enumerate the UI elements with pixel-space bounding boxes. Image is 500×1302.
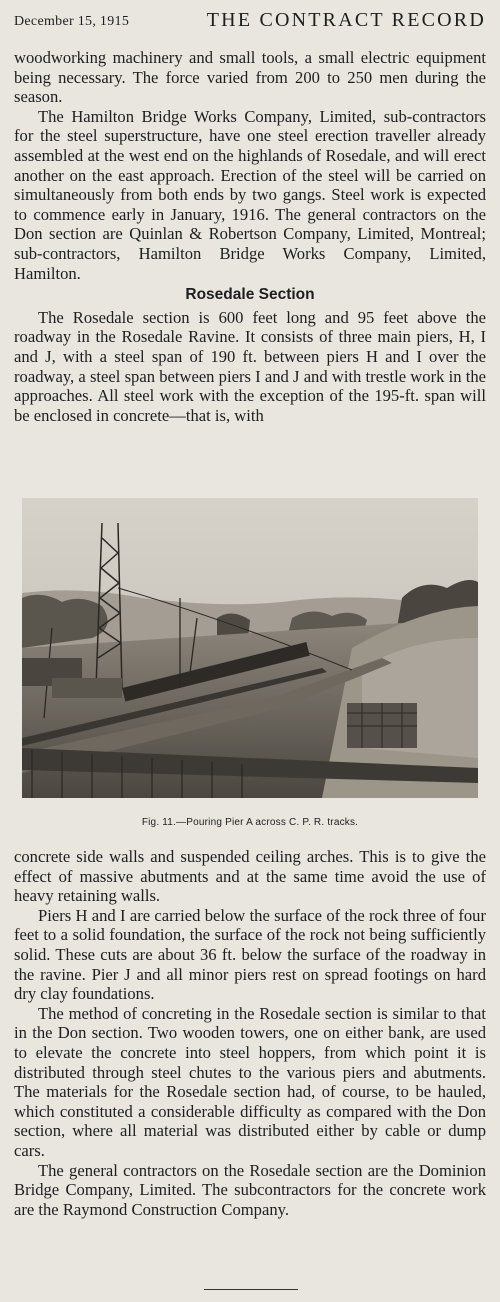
paragraph-hamilton: The Hamilton Bridge Works Company, Limited, sub-contractors for the steel superstructure, have one steel erection traveller already assembled at the west end on the highlands of Rosedale, and will erect another on the east approach. Erection of the steel will be carried on simultaneously from both ends by two gangs. Steel work is expected to commence early in January, 1916. The general contractors on the Don section are Quinlan & Robertson Company, Limited, Montreal; sub-contractors, Hamilton Bridge Works Company, Limited, Hamilton. (14, 106, 486, 283)
page-header (14, 8, 486, 34)
figure-caption: Fig. 11.—Pouring Pier A across C. P. R. tracks. (141, 817, 359, 828)
article-text-top (14, 48, 486, 425)
paragraph-contractors: The general contractors on the Rosedale section are the Dominion Bridge Company, Limited. The subcontractors for the concrete work are the Raymond Construction Company. (14, 1160, 486, 1219)
paragraph-continued: woodworking machinery and small tools, a small electric equipment being necessary. The force varied from 200 to 250 men during the season. (14, 48, 486, 107)
journal-title: THE CONTRACT RECORD (206, 9, 486, 31)
photo-illustration (22, 498, 478, 798)
article-text-bottom (14, 847, 486, 1219)
section-heading: Rosedale Section (185, 286, 315, 304)
end-rule (204, 1289, 298, 1290)
paragraph-piers: Piers H and I are carried below the surface of the rock three of four feet to a solid foundation, the surface of the rock not being sufficiently solid. These cuts are about 36 ft. below the surface of the roadway in the ravine. Pier J and all minor piers rest on spread footings on hard dry clay foundations. (14, 905, 486, 1004)
issue-date: December 15, 1915 (14, 14, 130, 29)
paragraph-rosedale: The Rosedale section is 600 feet long and 95 feet above the roadway in the Rosedale Ravine. It consists of three main piers, H, I and J, with a steel span of 190 ft. between piers H and I over the roadway, a steel span between piers I and J and with trestle work in the approaches. All steel work with the exception of the 195-ft. span will be enclosed in concrete—that is, with (14, 307, 486, 425)
paragraph-walls: concrete side walls and suspended ceiling arches. This is to give the effect of massive abutments and at the same time avoid the use of heavy retaining walls. (14, 847, 486, 906)
paragraph-method: The method of concreting in the Rosedale section is similar to that in the Don section. Two wooden towers, one on either bank, are used to elevate the concrete into steel hoppers, from which point it is distributed through steel chutes to the various piers and abutments. The materials for the Rosedale section had, of course, to be hauled, which constituted a considerable difficulty as compared with the Don section, where all material was distributed either by cable or dump cars. (14, 1003, 486, 1160)
construction-photo (22, 498, 478, 798)
